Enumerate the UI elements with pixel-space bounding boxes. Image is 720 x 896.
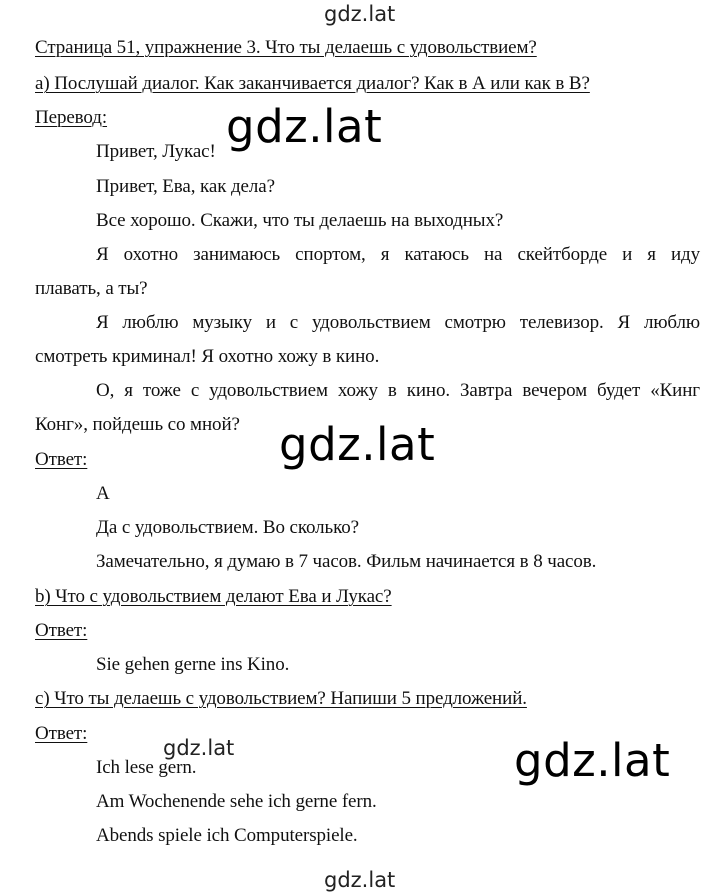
watermark-1: gdz.lat	[226, 100, 383, 153]
section-b-question: b) Что с удовольствием делают Ева и Лукас?	[35, 586, 392, 607]
dialog-line: Конг», пойдешь со мной?	[35, 414, 240, 435]
answer-line: Sie gehen gerne ins Kino.	[96, 654, 290, 675]
answer-line: Да с удовольствием. Во сколько?	[96, 517, 359, 538]
dialog-line: О, я тоже с удовольствием хожу в кино. Завтра вечером будет «Кинг	[96, 380, 700, 401]
page-header: Страница 51, упражнение 3. Что ты делаешь с удовольствием?	[35, 37, 537, 58]
watermark-2: gdz.lat	[279, 418, 436, 471]
answer-line: Am Wochenende sehe ich gerne fern.	[96, 791, 377, 812]
watermark-3: gdz.lat	[163, 736, 235, 760]
dialog-line: смотреть криминал! Я охотно хожу в кино.	[35, 346, 380, 367]
watermark-top: gdz.lat	[324, 2, 396, 26]
answer-line: Abends spiele ich Computerspiele.	[96, 825, 358, 846]
section-a-question: a) Послушай диалог. Как заканчивается диалог? Как в А или как в B?	[35, 73, 590, 94]
dialog-line: Я охотно занимаюсь спортом, я катаюсь на скейтборде и я иду	[96, 244, 700, 265]
answer-line: A	[96, 483, 110, 504]
answer-label-a: Ответ:	[35, 449, 88, 470]
answer-line: Замечательно, я думаю в 7 часов. Фильм начинается в 8 часов.	[96, 551, 597, 572]
dialog-line: Привет, Лукас!	[96, 141, 216, 162]
watermark-bottom: gdz.lat	[324, 868, 396, 892]
answer-label-b: Ответ:	[35, 620, 88, 641]
dialog-line: Я люблю музыку и с удовольствием смотрю телевизор. Я люблю	[96, 312, 700, 333]
watermark-4: gdz.lat	[514, 734, 671, 787]
dialog-line: плавать, а ты?	[35, 278, 148, 299]
translation-label: Перевод:	[35, 107, 108, 128]
dialog-line: Привет, Ева, как дела?	[96, 176, 275, 197]
answer-line: Ich lese gern.	[96, 757, 197, 778]
answer-label-c: Ответ:	[35, 723, 88, 744]
section-c-question: c) Что ты делаешь с удовольствием? Напиши 5 предложений.	[35, 688, 527, 709]
dialog-line: Все хорошо. Скажи, что ты делаешь на выходных?	[96, 210, 504, 231]
